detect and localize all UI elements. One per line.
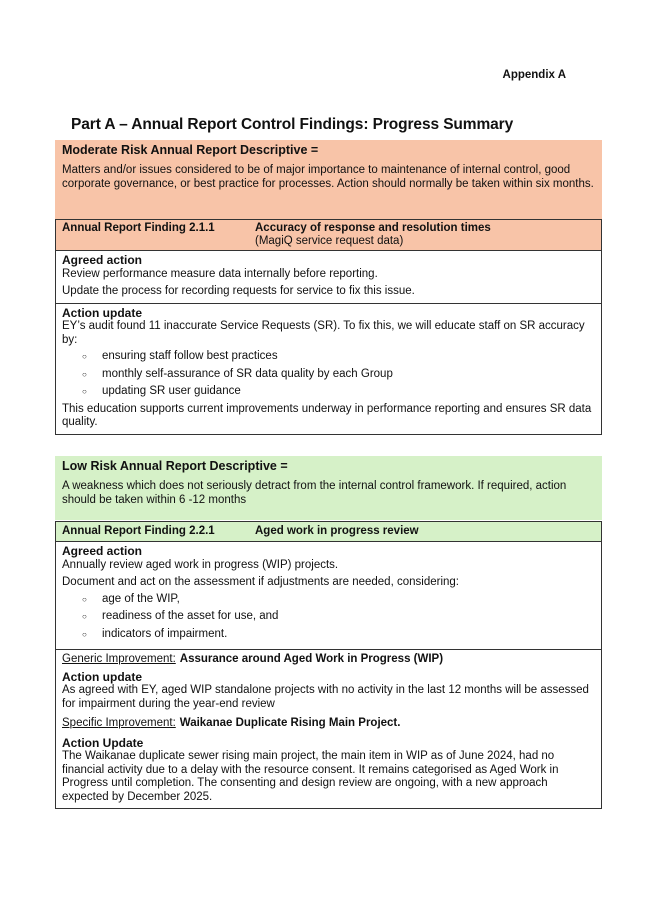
page-title: Part A – Annual Report Control Findings: Progress Summary bbox=[71, 116, 514, 133]
finding-title: Accuracy of response and resolution times bbox=[255, 222, 491, 234]
moderate-risk-title: Moderate Risk Annual Report Descriptive = bbox=[62, 143, 319, 157]
action-update-section bbox=[56, 304, 601, 434]
generic-improvement-value: Assurance around Aged Work in Progress (WIP) bbox=[179, 653, 444, 665]
list-item: ○ ensuring staff follow best practices bbox=[82, 350, 595, 364]
finding-header-row bbox=[56, 220, 601, 251]
low-risk-title: Low Risk Annual Report Descriptive = bbox=[62, 459, 288, 473]
finding-subtitle: (MagiQ service request data) bbox=[255, 235, 404, 247]
moderate-risk-descriptive bbox=[55, 140, 602, 219]
list-item: ○ age of the WIP, bbox=[82, 593, 595, 607]
action-update-heading: Action update bbox=[62, 305, 142, 320]
improvement-section bbox=[56, 650, 601, 808]
list-item: ○ readiness of the asset for use, and bbox=[82, 610, 595, 624]
finding-title: Aged work in progress review bbox=[255, 525, 419, 537]
specific-improvement-value: Waikanae Duplicate Rising Main Project. bbox=[179, 717, 401, 729]
agreed-action-section bbox=[56, 251, 601, 304]
list-item: ○ monthly self-assurance of SR data quality by each Group bbox=[82, 368, 595, 382]
action-update-text: As agreed with EY, aged WIP standalone projects with no activity in the last 12 months will be assessed for impairment during the year-end review bbox=[62, 684, 589, 710]
agreed-action-heading: Agreed action bbox=[62, 253, 143, 267]
agreed-action-section bbox=[56, 542, 601, 650]
finding-2-2-1-table bbox=[55, 521, 602, 809]
generic-improvement bbox=[62, 653, 595, 667]
action-update-outro: This education supports current improvements underway in performance reporting and ensures SR data quality. bbox=[62, 402, 592, 428]
low-risk-description: A weakness which does not seriously detract from the internal control framework. If required, action should be taken within 6 -12 months bbox=[62, 480, 567, 506]
agreed-action-line: Annually review aged work in progress (WIP) projects. bbox=[62, 558, 339, 571]
list-item: ○ updating SR user guidance bbox=[82, 385, 595, 399]
finding-code: Annual Report Finding 2.1.1 bbox=[62, 222, 215, 234]
generic-improvement-label: Generic Improvement: bbox=[62, 653, 176, 665]
list-item: ○ indicators of impairment. bbox=[82, 628, 595, 642]
action-update-heading: Action Update bbox=[62, 735, 144, 750]
agreed-action-line: Document and act on the assessment if adjustments are needed, considering: bbox=[62, 576, 459, 588]
finding-header-row bbox=[56, 522, 601, 542]
specific-improvement-label: Specific Improvement: bbox=[62, 717, 176, 729]
agreed-action-line: Update the process for recording requests for service to fix this issue. bbox=[62, 285, 415, 297]
finding-2-1-1-table bbox=[55, 219, 602, 435]
agreed-action-heading: Agreed action bbox=[62, 544, 143, 558]
agreed-action-line: Review performance measure data internally before reporting. bbox=[62, 267, 378, 280]
action-update-text: The Waikanae duplicate sewer rising main project, the main item in WIP as of June 2024, had no financial activity due to a delay with the resource consent. It remains categorised as Aged Work in Progress until completion. The consenting and design review are ongoing, with a new approach expected by December 2025. bbox=[62, 750, 559, 803]
action-update-intro: EY’s audit found 11 inaccurate Service Requests (SR). To fix this, we will educate staff on SR accuracy by: bbox=[62, 320, 585, 346]
moderate-risk-description: Matters and/or issues considered to be of major importance to maintenance of internal control, good corporate governance, or best practice for processes. Action should normally be taken within six months. bbox=[62, 164, 594, 190]
low-risk-descriptive bbox=[55, 456, 602, 520]
appendix-label: Appendix A bbox=[502, 69, 566, 81]
action-update-list bbox=[62, 350, 595, 399]
finding-code: Annual Report Finding 2.2.1 bbox=[62, 525, 215, 537]
agreed-action-list bbox=[62, 593, 595, 642]
specific-improvement bbox=[62, 717, 595, 731]
action-update-heading: Action update bbox=[62, 669, 142, 684]
